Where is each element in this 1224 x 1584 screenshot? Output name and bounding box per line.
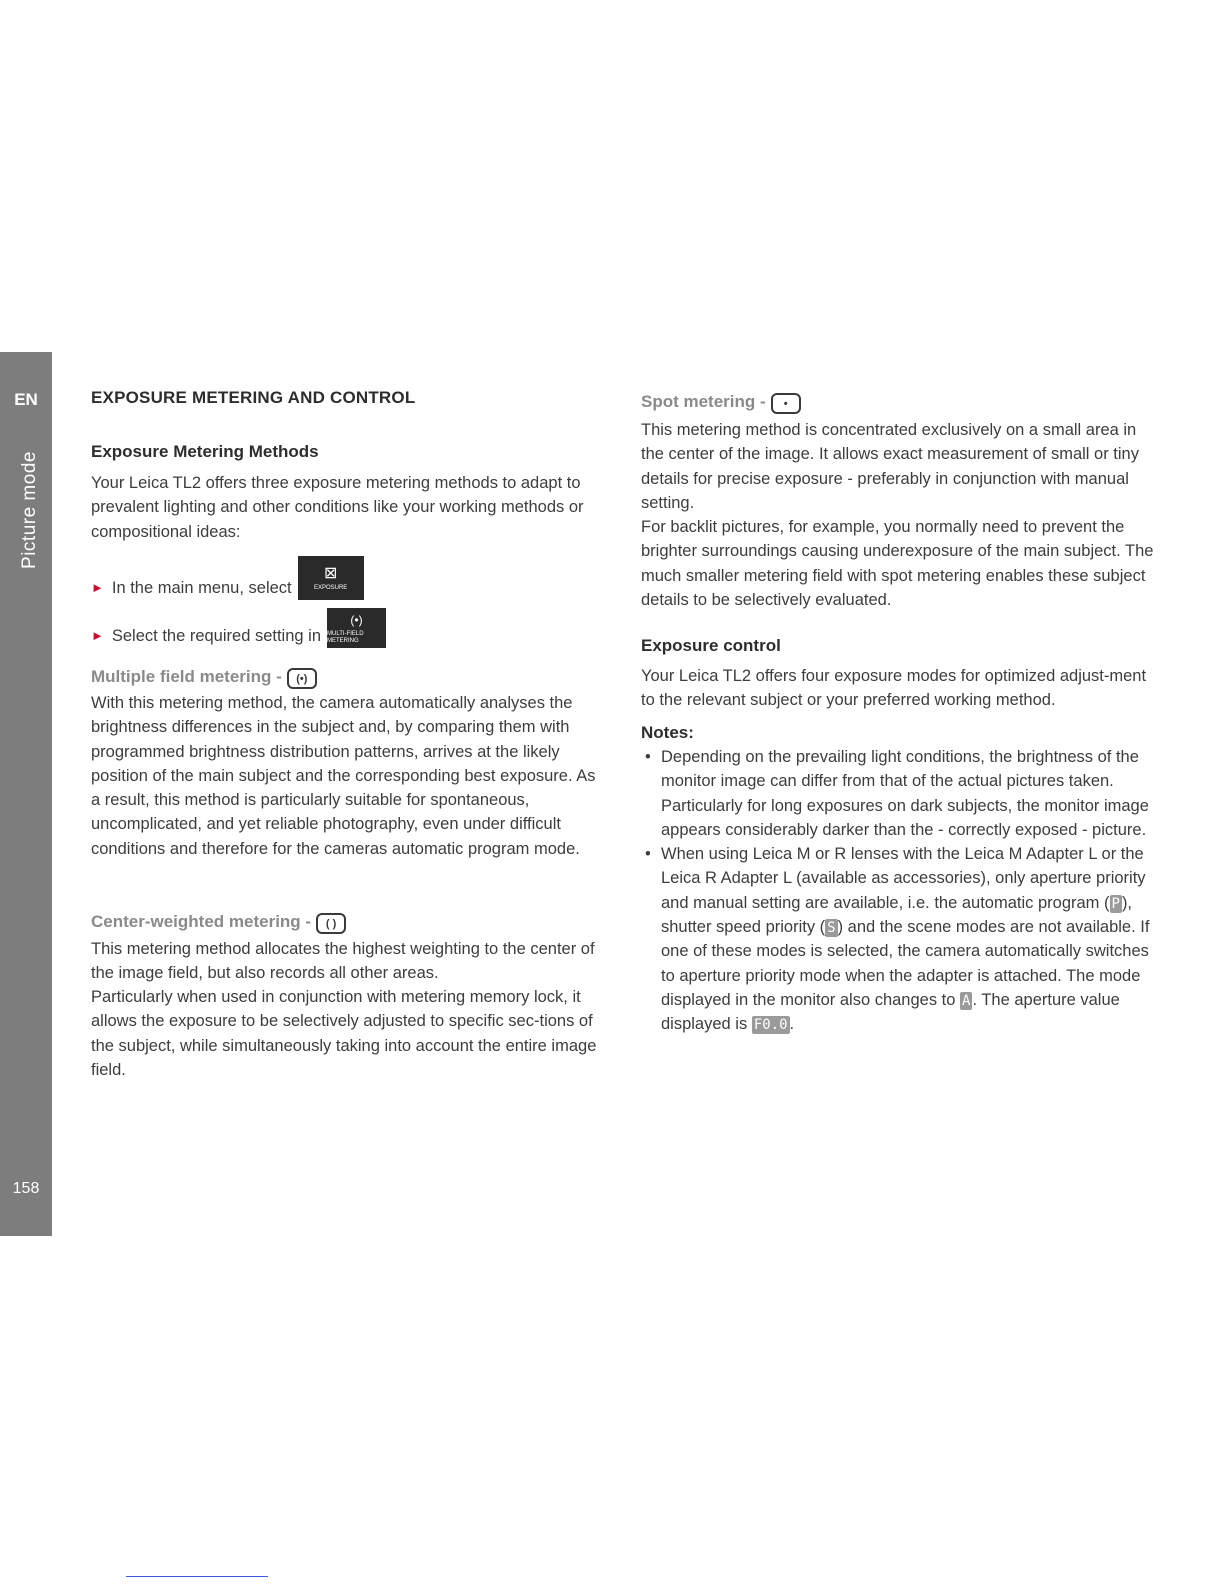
notes-list [641,745,1161,1037]
exposure-control-body: Your Leica TL2 offers four exposure modes for optimized adjust-ment to the relevant subject or your preferred working method. [641,667,1147,710]
page-title: EXPOSURE METERING AND CONTROL [91,388,416,407]
spot-metering-body-1: This metering method is concentrated exclusively on a small area in the center of the image. It allows exact measurement of small or tiny details for precise exposure - preferably in conjunction with manual setting. [641,421,1139,512]
metering-menu-tile [327,608,386,648]
multi-field-icon: (•) [287,668,317,689]
note-1-text: Depending on the prevailing light conditions, the brightness of the monitor image can differ from that of the actual pictures taken. Particularly for long exposures on dark subjects, the monitor image appears considerably darker than the - correctly exposed - picture. [661,748,1149,839]
exposure-icon: ⊠ [323,564,338,582]
note-2-part-1: When using Leica M or R lenses with the Leica M Adapter L or the Leica R Adapter L (available as accessories), only aperture priority and manual setting are available, i.e. the automatic program ( [661,845,1146,912]
note-item [641,842,1161,1036]
exposure-tile-label: EXPOSURE [313,584,348,591]
arrow-icon: ► [91,579,104,595]
aperture-priority-badge: A [962,992,971,1009]
section-label: Picture mode [19,451,40,569]
metering-tile-label: MULTI-FIELD METERING [327,631,364,644]
multi-field-heading-text: Multiple field metering - [91,667,282,686]
step-2-text: Select the required setting in [111,626,322,645]
note-item [641,745,1161,842]
note-2-part-4: . The aperture value displayed is [661,990,1120,1034]
note-2-part-5: . [789,1015,795,1034]
center-weighted-body-2: Particularly when used in conjunction with metering memory lock, it allows the exposure to be selectively adjusted to specific sec-tions of the subject, while simultaneously taking into account the entire image field. [91,988,597,1079]
arrow-icon: ► [91,627,104,643]
spot-metering-icon: • [771,393,801,414]
center-weighted-heading [91,910,346,934]
page-number: 158 [12,1180,40,1197]
footnote-rule [126,1576,268,1577]
shutter-priority-badge: S [827,920,836,937]
spot-metering-heading-text: Spot metering - [641,392,766,411]
step-2 [91,608,386,648]
program-mode-badge: P [1111,895,1120,912]
note-2-part-3: ) and the scene modes are not available. If one of these modes is selected, the camera automatically switches to aperture priority mode when the adapter is attached. The mode displayed in the monitor also changes to [661,918,1150,1009]
multi-field-body: With this metering method, the camera automatically analyses the brightness differences in the subject and, by comparing them with programmed brightness distribution patterns, arrives at the likely position of the main subject and the corresponding best exposure. As a result, this method is particularly suitable for spontaneous, uncomplicated, and yet reliable photography, even under difficult conditions and therefore for the cameras automatic program mode. [91,694,596,858]
step-1 [91,556,364,600]
exposure-control-heading: Exposure control [641,636,781,655]
multi-field-metering-icon: (•) [350,613,363,627]
note-2-part-2: ), shutter speed priority ( [661,893,1133,937]
spot-metering-heading [641,390,801,414]
multi-field-heading [91,665,317,689]
exposure-menu-tile [298,556,364,600]
notes-heading: Notes: [641,723,694,742]
aperture-value-badge: F0.0 [753,1017,788,1034]
center-weighted-heading-text: Center-weighted metering - [91,912,312,931]
intro-paragraph: Your Leica TL2 offers three exposure metering methods to adapt to prevalent lighting and other conditions like your working methods or compositional ideas: [91,474,584,541]
methods-heading: Exposure Metering Methods [91,442,319,461]
spot-metering-body-2: For backlit pictures, for example, you normally need to prevent the brighter surroundings causing underexposure of the main subject. The much smaller metering field with spot metering enables these subject details to be selectively evaluated. [641,518,1154,609]
step-1-text: In the main menu, select [111,578,292,597]
center-weighted-body-1: This metering method allocates the highest weighting to the center of the image field, but also records all other areas. [91,940,595,983]
language-label: EN [14,390,38,409]
center-weighted-icon: ( ) [316,913,346,934]
